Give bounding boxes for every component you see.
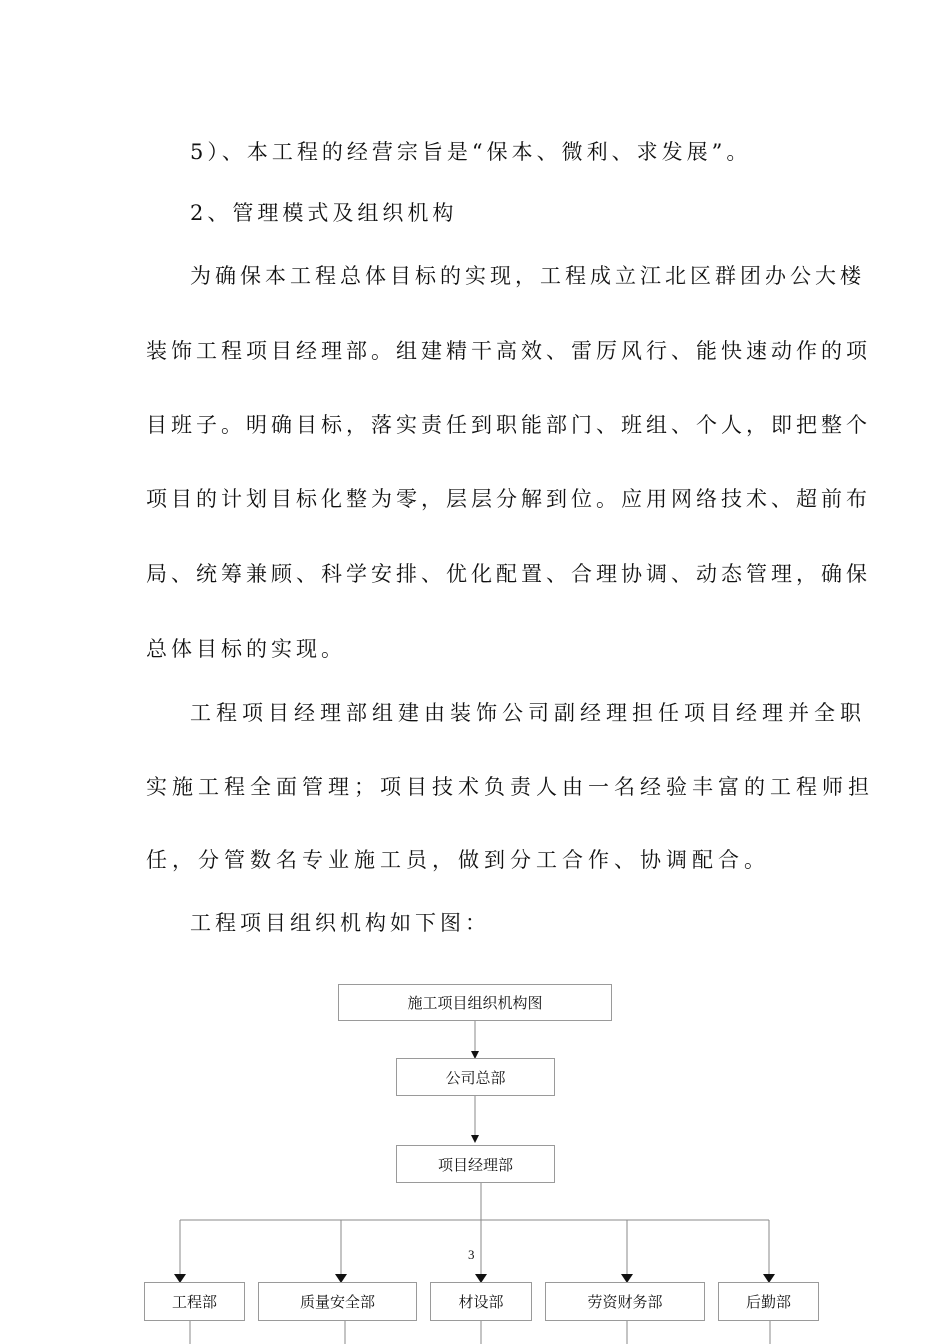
engineering-dept-box: 工程部 [144, 1282, 245, 1321]
paragraph-line-5: 目班子。明确目标，落实责任到职能部门、班组、个人，即把整个 [146, 413, 871, 437]
paragraph-line-4: 装饰工程项目经理部。组建精干高效、雷厉风行、能快速动作的项 [146, 339, 871, 363]
paragraph-line-9: 工程项目经理部组建由装饰公司副经理担任项目经理并全职 [190, 701, 866, 725]
paragraph-line-10: 实施工程全面管理；项目技术负责人由一名经验丰富的工程师担 [146, 775, 874, 799]
project-dept-box: 项目经理部 [396, 1145, 555, 1183]
headquarters-box: 公司总部 [396, 1058, 555, 1096]
section-heading: 2、管理模式及组织机构 [190, 201, 458, 225]
logistics-dept-box: 后勤部 [718, 1282, 819, 1321]
paragraph-line-3: 为确保本工程总体目标的实现，工程成立江北区群团办公大楼 [190, 264, 865, 288]
paragraph-line-1: 5）、本工程的经营宗旨是“保本、微利、求发展”。 [190, 140, 752, 164]
org-chart-title-box: 施工项目组织机构图 [338, 984, 612, 1021]
quality-safety-dept-box: 质量安全部 [258, 1282, 417, 1321]
page-number: 3 [468, 1247, 475, 1262]
paragraph-line-11: 任，分管数名专业施工员，做到分工合作、协调配合。 [146, 848, 770, 872]
labor-finance-dept-box: 劳资财务部 [545, 1282, 705, 1321]
paragraph-line-6: 项目的计划目标化整为零，层层分解到位。应用网络技术、超前布 [146, 487, 871, 511]
paragraph-line-7: 局、统筹兼顾、科学安排、优化配置、合理协调、动态管理，确保 [146, 562, 871, 586]
paragraph-line-12: 工程项目组织机构如下图： [190, 911, 490, 935]
paragraph-line-8: 总体目标的实现。 [146, 637, 346, 661]
materials-dept-box: 材设部 [430, 1282, 532, 1321]
